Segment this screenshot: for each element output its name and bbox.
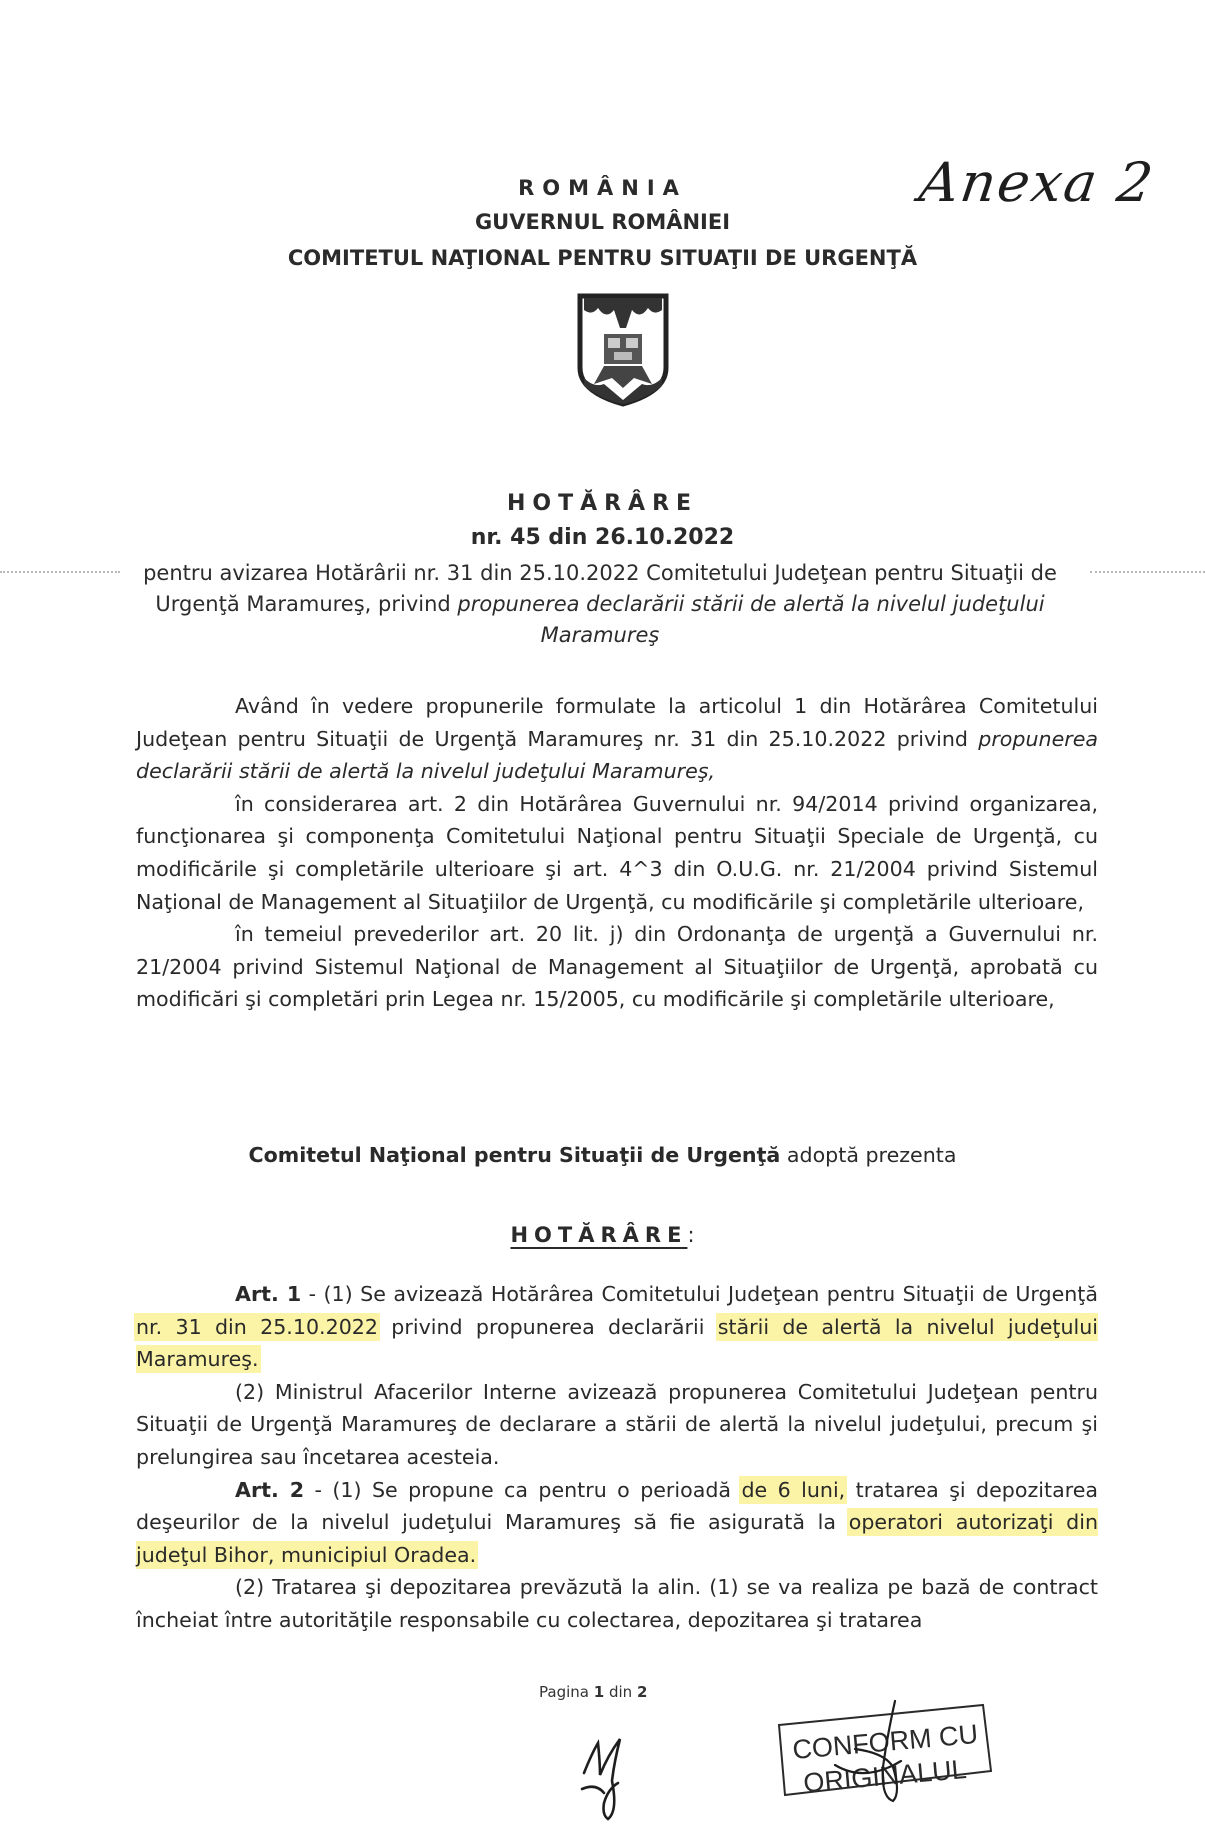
decision-heading-colon: : — [687, 1223, 695, 1247]
preamble — [136, 690, 1098, 1016]
header-government: GUVERNUL ROMÂNIEI — [474, 210, 731, 234]
conform-cu-originalul-stamp — [775, 1697, 995, 1805]
article-2-label: Art. 2 — [235, 1477, 305, 1502]
article-2-text-a: - (1) Se propune ca pentru o perioadă — [304, 1477, 742, 1502]
adoption-committee: Comitetul Naţional pentru Situaţii de Urgenţă — [248, 1143, 781, 1167]
preamble-1-text: Având în vedere propunerile formulate la articolul 1 din Hotărârea Comitetului Judeţean pentru Situaţii de Urgenţă Maramureş nr. 31 din 25.10.2022 privind — [136, 694, 1098, 751]
document-subtitle — [140, 558, 1060, 651]
document-type: HOTĂRÂRE — [506, 491, 699, 516]
preamble-paragraph-3: în temeiul prevederilor art. 20 lit. j) din Ordonanţa de urgenţă a Guvernului nr. 21/2004 privind Sistemul Naţional de Management al Situaţiilor de Urgenţă, aprobată cu modificări şi completări prin Legea nr. 15/2005, cu modificările şi completările ulterioare, — [136, 922, 1098, 1012]
handwritten-annex-label: Anexa 2 — [915, 151, 1159, 214]
scan-noise-left — [0, 571, 120, 579]
preamble-paragraph-2: în considerarea art. 2 din Hotărârea Guvernului nr. 94/2014 privind organizarea, funcţionarea şi componenţa Comitetului Naţional pentru Situaţii Speciale de Urgenţă, cu modificările şi completările ulterioare şi art. 4^3 din O.U.G. nr. 21/2004 privind Sistemul Naţional de Management al Situaţiilor de Urgenţă, cu modificările şi completările ulterioare, — [136, 791, 1098, 914]
stamp-line-2: ORIGINALUL — [802, 1754, 968, 1799]
adoption-statement — [0, 1143, 1205, 1167]
page-label: Pagina — [539, 1683, 589, 1701]
preamble-1-italic: propunerea declarării stării de alertă la nivelul judeţului Maramureş, — [136, 726, 1098, 784]
adoption-rest: adoptă prezenta — [780, 1143, 957, 1167]
article-1-highlight-1: nr. 31 din 25.10.2022 — [136, 1314, 379, 1339]
article-1-paragraph-1 — [136, 1278, 1098, 1376]
article-1-highlight-2: stării de alertă la nivelul judeţului Maramureş. — [136, 1314, 1098, 1372]
header-committee: COMITETUL NAŢIONAL PENTRU SITUAŢII DE URGENŢĂ — [287, 246, 918, 270]
article-1-text-a: - (1) Se avizează Hotărârea Comitetului Judeţean pentru Situaţii de Urgenţă — [301, 1282, 1098, 1306]
page-total: 2 — [636, 1683, 648, 1701]
article-1-text-b: privind propunerea declarării — [378, 1314, 718, 1339]
article-1-paragraph-2: (2) Ministrul Afacerilor Interne avizează propunerea Comitetului Judeţean pentru Situaţii de Urgenţă Maramureş de declarare a stării de alertă la nivelul judeţului, precum şi prelungirea sau încetarea acesteia. — [136, 1379, 1098, 1469]
article-1-label: Art. 1 — [235, 1282, 302, 1306]
page-number — [539, 1683, 647, 1701]
article-2-paragraph-2: (2) Tratarea şi depozitarea prevăzută la alin. (1) se va realiza pe bază de contract încheiat între autorităţile responsabile cu colectarea, depozitarea şi tratarea — [136, 1575, 1098, 1632]
scan-noise-right — [1090, 571, 1205, 579]
article-2-text-b: tratarea şi depozitarea deşeurilor de la nivelul judeţului Maramureş să fie asigurată la — [136, 1477, 1098, 1535]
page-current: 1 — [593, 1683, 605, 1701]
article-2-paragraph-1 — [136, 1474, 1098, 1572]
article-2-highlight-1: de 6 luni, — [741, 1477, 846, 1502]
decision-heading-text: HOTĂRÂRE — [510, 1223, 688, 1247]
page-separator: din — [608, 1683, 633, 1701]
preamble-paragraph-1 — [136, 690, 1098, 788]
header-country: ROMÂNIA — [518, 176, 687, 200]
stamp-line-1: CONFORM CU — [791, 1718, 980, 1765]
subtitle-italic: propunerea declarării stării de alertă la nivelul judeţului Maramureş — [457, 592, 1045, 647]
articles — [136, 1278, 1098, 1637]
document-number: nr. 45 din 26.10.2022 — [470, 525, 735, 550]
subtitle-text: pentru avizarea Hotărârii nr. 31 din 25.10.2022 Comitetului Judeţean pentru Situaţii de Urgenţă Maramureş, privind — [143, 561, 1057, 616]
handwritten-initials — [578, 1733, 638, 1823]
romania-coat-of-arms-icon — [574, 288, 672, 408]
decision-heading — [0, 1223, 1205, 1247]
article-2-highlight-2: operatori autorizaţi din judeţul Bihor, municipiul Oradea. — [136, 1510, 1098, 1567]
